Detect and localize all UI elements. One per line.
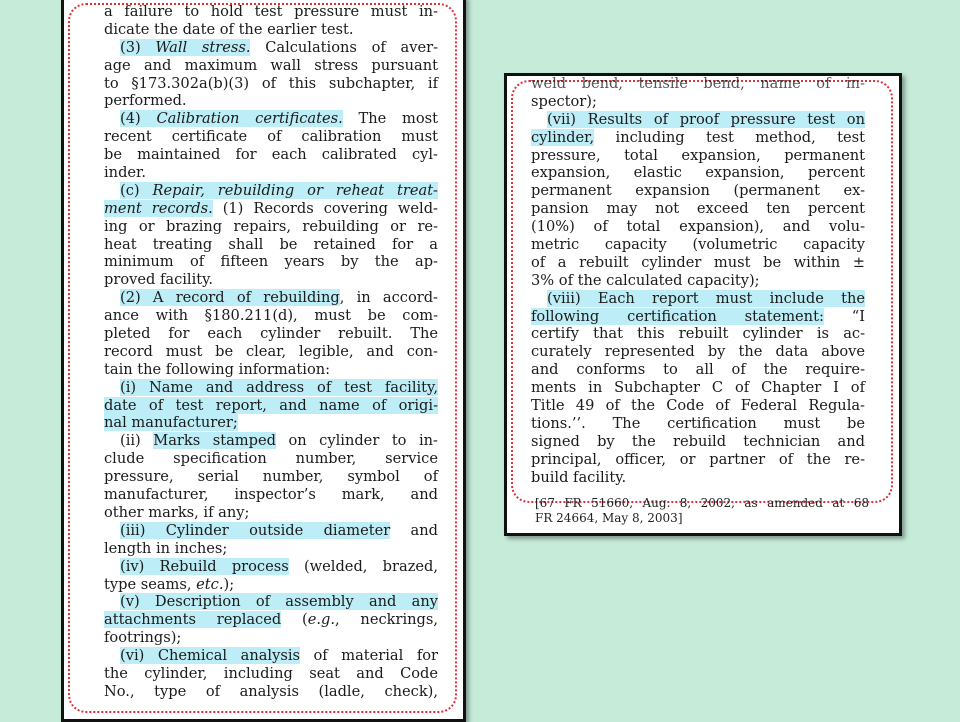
text-line: principal, officer, or partner of the re- (531, 450, 865, 468)
highlighted-text: (i) Name and address of test facility, (120, 378, 438, 396)
text-run: ( (281, 611, 308, 629)
text-run: and (390, 521, 438, 539)
text-run: ); (223, 575, 235, 593)
text-line (104, 576, 438, 594)
text-line: certify that this rebuilt cylinder is ac- (531, 325, 865, 343)
text-line: a failure to hold test pressure must in- (104, 3, 438, 20)
clipped-top-line: weld bend, tensile bend, name of in- (531, 75, 865, 92)
text-line (104, 647, 438, 665)
text-run: e.g. (307, 611, 335, 629)
text-line: performed. (104, 92, 187, 110)
text-line (104, 414, 438, 432)
text-line (104, 110, 438, 128)
highlighted-text: (iii) Cylinder outside diameter (120, 521, 391, 539)
text-line: manufacturer, inspector’s mark, and (104, 486, 438, 504)
text-run: “I (823, 307, 865, 325)
text-line: pleted for each cylinder rebuilt. The (104, 325, 438, 343)
text-line: metric capacity (volumetric capacity (531, 236, 865, 254)
text-run: , neckrings, (334, 611, 438, 629)
text-line: No., type of analysis (ladle, check), (104, 682, 438, 700)
highlighted-text: (2) A record of rebuilding (120, 289, 340, 307)
highlighted-text: ment records. (104, 199, 213, 217)
regulatory-citation (535, 496, 869, 526)
highlighted-text: attachments replaced (104, 611, 282, 629)
text-line: the cylinder, including seat and Code (104, 664, 438, 682)
text-line: pressure, serial number, symbol of (104, 468, 438, 486)
text-line (104, 558, 438, 576)
highlighted-text: (v) Description of assembly and any (120, 593, 438, 611)
highlighted-text: following certification statement: (531, 307, 824, 325)
text-run: including test method, test (594, 128, 865, 146)
right-page-text (531, 75, 865, 486)
text-line: record must be clear, legible, and con- (104, 342, 438, 360)
highlighted-text: Wall stress. (155, 38, 251, 56)
text-line: expansion, elastic expansion, percent (531, 164, 865, 182)
text-run: , in accord- (339, 289, 438, 307)
text-line: dicate the date of the earlier test. (104, 20, 354, 38)
text-line (531, 308, 865, 326)
text-line: and conforms to all of the require- (531, 361, 865, 379)
text-run: type seams, (104, 575, 197, 593)
text-run: Calculations of aver- (250, 38, 439, 56)
text-run: etc. (196, 575, 224, 593)
text-line: be maintained for each calibrated cyl- (104, 146, 438, 164)
citation-line: [67 FR 51660, Aug. 8, 2002, as amended at 68 (535, 496, 869, 510)
text-line: ing or brazing repairs, rebuilding or re- (104, 217, 438, 235)
text-line: proved facility. (104, 271, 214, 289)
text-line: spector); (531, 92, 597, 110)
text-line (104, 397, 438, 415)
right-document-page (504, 73, 902, 536)
text-line (104, 39, 438, 57)
text-line: tain the following information: (104, 360, 331, 378)
left-page-text (104, 3, 438, 701)
text-line: ance with §180.211(d), must be com- (104, 307, 438, 325)
text-line (104, 593, 438, 611)
text-line (104, 432, 438, 450)
highlighted-text: (iv) Rebuild process (120, 557, 289, 575)
text-line (531, 290, 865, 308)
text-line: clude specification number, service (104, 450, 438, 468)
text-line: pansion may not exceed ten percent (531, 200, 865, 218)
text-line: length in inches; (104, 539, 228, 557)
text-line: heat treating shall be retained for a (104, 235, 438, 253)
text-line (104, 522, 438, 540)
highlighted-text: Calibration certificates. (156, 110, 343, 128)
text-line: footrings); (104, 629, 182, 647)
text-line: tions.’’. The certification must be (531, 414, 865, 432)
highlighted-text: (vii) Results of proof pressure test on (547, 110, 865, 128)
text-line: to §173.302a(b)(3) of this subchapter, if (104, 74, 438, 92)
text-line: (10%) of total expansion), and volu- (531, 218, 865, 236)
text-run: (1) Records covering weld- (212, 199, 438, 217)
highlighted-text: cylinder, (531, 128, 595, 146)
highlighted-text: (4) (120, 110, 157, 128)
text-line: minimum of fifteen years by the ap- (104, 253, 438, 271)
text-run: of material for (299, 647, 438, 665)
text-line (104, 611, 438, 629)
text-line: inder. (104, 164, 147, 182)
text-line: pressure, total expansion, permanent (531, 146, 865, 164)
text-line: signed by the rebuild technician and (531, 432, 865, 450)
text-line (104, 182, 438, 200)
text-line: Title 49 of the Code of Federal Regula- (531, 397, 865, 415)
text-run: (welded, brazed, (288, 557, 438, 575)
text-line: build facility. (531, 468, 627, 486)
text-line: recent certificate of calibration must (104, 128, 438, 146)
text-line (531, 111, 865, 129)
highlighted-text: Marks stamped (153, 432, 276, 450)
text-line: curately represented by the data above (531, 343, 865, 361)
text-run: The most (342, 110, 439, 128)
highlighted-text: (vi) Chemical analysis (120, 647, 300, 665)
text-run: on cylinder to in- (275, 432, 438, 450)
text-line: ments in Subchapter C of Chapter I of (531, 379, 865, 397)
text-run: (ii) (120, 432, 154, 450)
highlighted-text: (viii) Each report must include the (547, 289, 865, 307)
text-line: 3% of the calculated capacity); (531, 271, 760, 289)
text-line: of a rebuilt cylinder must be within ± (531, 253, 865, 271)
highlighted-text: date of test report, and name of origi- (104, 396, 438, 414)
text-line: other marks, if any; (104, 503, 250, 521)
text-line: age and maximum wall stress pursuant (104, 56, 438, 74)
left-document-page (61, 0, 466, 722)
highlighted-text: (c) (120, 181, 153, 199)
highlighted-text: nal manufacturer; (104, 414, 238, 432)
text-line (104, 379, 438, 397)
text-line (104, 200, 438, 218)
text-line (104, 289, 438, 307)
highlighted-text: (3) (120, 38, 156, 56)
citation-line: FR 24664, May 8, 2003] (535, 511, 683, 525)
text-line (531, 129, 865, 147)
highlighted-text: Repair, rebuilding or reheat treat- (152, 181, 438, 199)
text-line: permanent expansion (permanent ex- (531, 182, 865, 200)
